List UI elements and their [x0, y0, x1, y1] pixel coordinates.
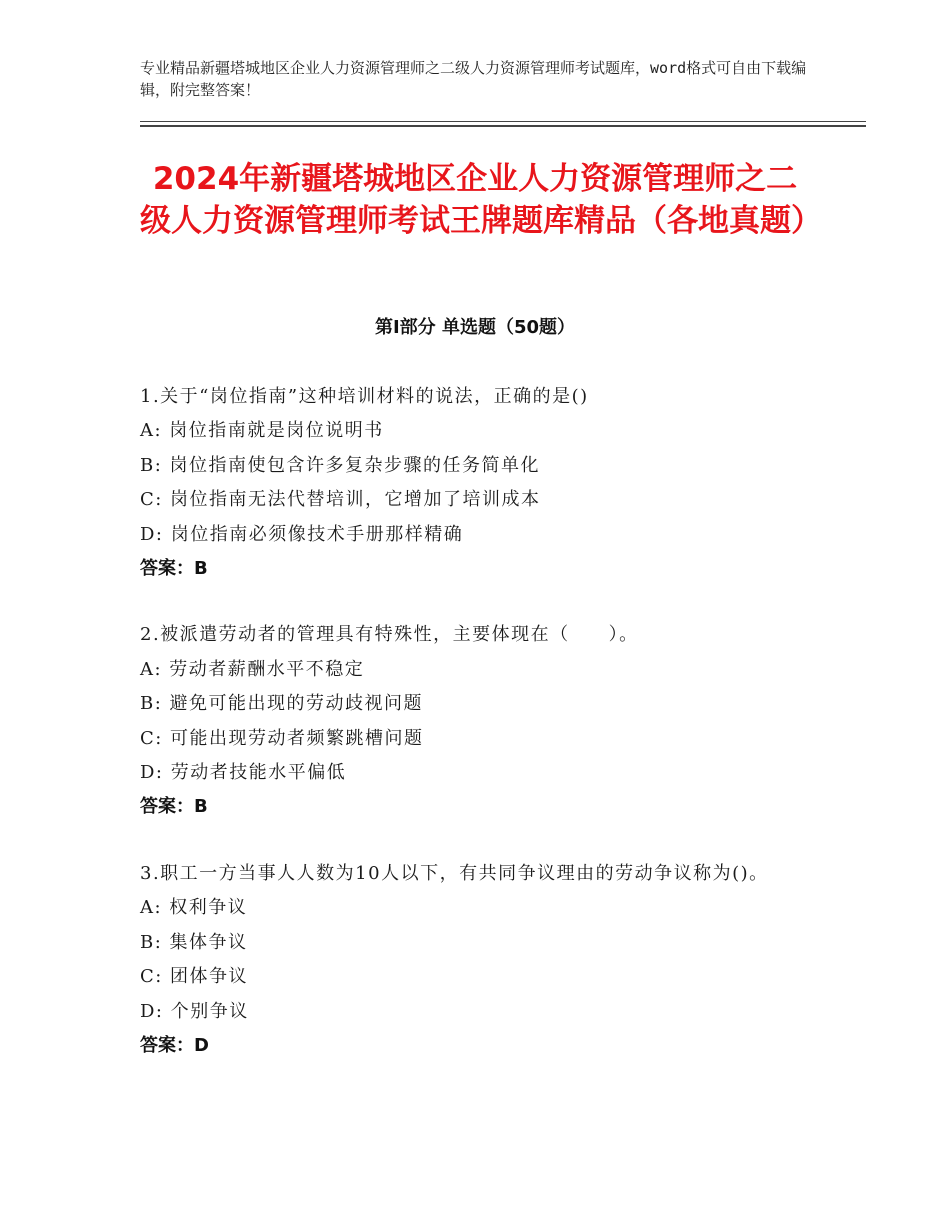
document-title: 2024年新疆塔城地区企业人力资源管理师之二级人力资源管理师考试王牌题库精品（各地真题） [140, 161, 822, 239]
option-b: B: 避免可能出现的劳动歧视问题 [140, 693, 424, 715]
option-a: A: 权利争议 [140, 897, 248, 919]
option-c: C: 岗位指南无法代替培训，它增加了培训成本 [140, 489, 541, 511]
question-1 [140, 380, 810, 586]
option-b: B: 岗位指南使包含许多复杂步骤的任务简单化 [140, 454, 541, 476]
option-c: C: 团体争议 [140, 966, 249, 988]
header-divider-thin [140, 121, 866, 122]
answer: 答案：D [140, 1034, 209, 1056]
question-3 [140, 857, 810, 1063]
header-note: 专业精品新疆塔城地区企业人力资源管理师之二级人力资源管理师考试题库，word格式可自由下载编辑，附完整答案！ [140, 59, 807, 99]
option-d: D: 岗位指南必须像技术手册那样精确 [140, 523, 464, 545]
option-a: A: 岗位指南就是岗位说明书 [140, 420, 384, 442]
header-divider-thick [140, 125, 866, 127]
question-text: 3.职工一方当事人人数为10人以下，有共同争议理由的劳动争议称为()。 [140, 862, 769, 884]
question-list [140, 380, 810, 1095]
option-b: B: 集体争议 [140, 931, 248, 953]
question-text: 1.关于“岗位指南”这种培训材料的说法，正确的是() [140, 386, 589, 407]
answer: 答案：B [140, 796, 208, 818]
section-heading: 第Ⅰ部分 单选题（50题） [374, 317, 575, 338]
option-d: D: 劳动者技能水平偏低 [140, 762, 347, 784]
question-text: 2.被派遣劳动者的管理具有特殊性，主要体现在（ ）。 [140, 624, 639, 646]
option-d: D: 个别争议 [140, 1000, 249, 1022]
question-2 [140, 618, 810, 824]
answer: 答案：B [140, 558, 208, 580]
option-a: A: 劳动者薪酬水平不稳定 [140, 658, 365, 680]
option-c: C: 可能出现劳动者频繁跳槽问题 [140, 727, 424, 749]
